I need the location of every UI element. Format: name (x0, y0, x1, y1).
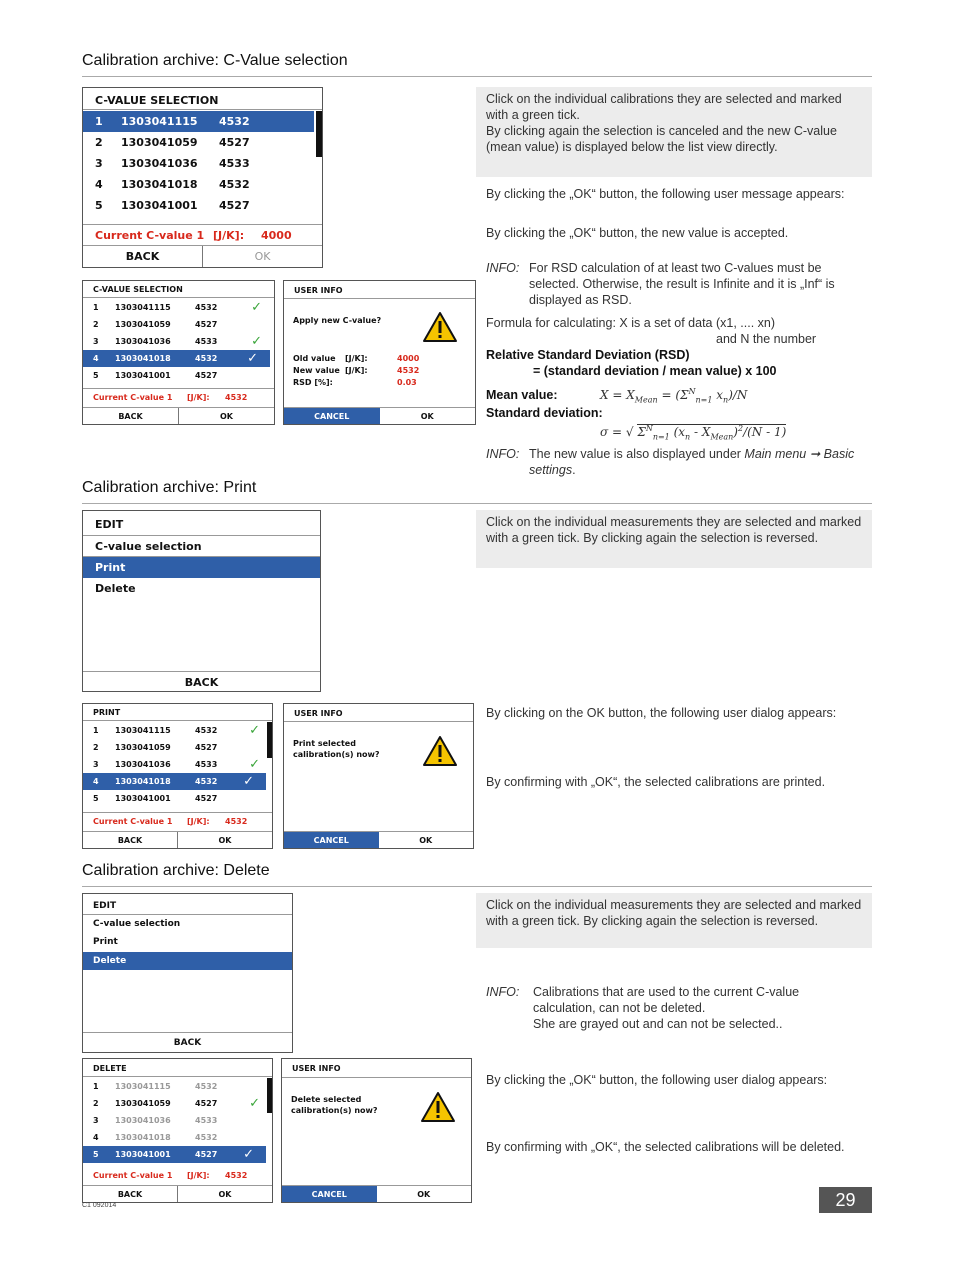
info-main-menu: INFO: The new value is also displayed under Main menu ➞ Basic settings. (486, 447, 855, 477)
list-item[interactable]: 4 1303041018 4532 (95, 178, 250, 191)
section-title-delete: Calibration archive: Delete (82, 862, 872, 887)
new-value-row: New value [J/K]: 4532 (293, 366, 420, 375)
warning-icon (422, 735, 458, 767)
info-rsd: INFO: For RSD calculation of at least two C-values must be selected. Otherwise, the result is Infinite and it is „Inf“ is displayed as RSD. (486, 261, 835, 307)
check-icon: ✓ (247, 351, 258, 366)
warning-icon (422, 311, 458, 343)
delete-list-screen (82, 1058, 273, 1203)
std-formula: σ = √ $\Sigma^N_{n=1}$ $(x_n - X_{Mean})^2/(N - 1)$ (600, 424, 787, 442)
check-icon: ✓ (243, 1147, 254, 1162)
dialog-title: USER INFO (282, 1059, 471, 1078)
cancel-button[interactable]: CANCEL (282, 1186, 377, 1202)
screen-footer (83, 407, 274, 424)
screen-footer (83, 1032, 292, 1052)
list-item: 1 1303041115 4532 (93, 1082, 218, 1091)
screen-title: PRINT (83, 704, 272, 721)
cvalue-selection-screen (82, 87, 323, 268)
ok-button[interactable]: OK (419, 836, 433, 845)
section-title-cvalue: Calibration archive: C-Value selection (82, 52, 872, 77)
current-cvalue: Current C-value 1 [J/K]: 4532 (93, 1171, 248, 1180)
cvalue-description-box: Click on the individual calibrations they are selected and marked with a green tick. By clicking again the selection is canceled and the new C-value (mean value) is displayed below the list view directly. (476, 87, 872, 177)
document-code: C1 092014 (82, 1202, 117, 1209)
cvalue-selected-screen (82, 280, 275, 425)
check-icon: ✓ (249, 1096, 260, 1111)
ok-button[interactable]: OK (218, 836, 232, 845)
warning-icon (420, 1091, 456, 1123)
check-icon: ✓ (249, 723, 260, 738)
list-item[interactable]: 5 1303041001 4527 (93, 371, 218, 380)
screen-footer (83, 245, 322, 267)
screen-footer (83, 831, 272, 848)
rsd-definition: = (standard deviation / mean value) x 100 (533, 364, 777, 378)
screen-title: C-VALUE SELECTION (83, 88, 322, 110)
info-delete: INFO: Calibrations that are used to the current C-value calculation, can not be deleted. She are grayed out and can not be selected.. (486, 985, 800, 1031)
print-list-screen (82, 703, 273, 849)
list-item: 4 1303041018 4532 (93, 1133, 218, 1142)
screen-footer (83, 671, 320, 691)
list-item[interactable]: 1 1303041115 4532 (83, 111, 314, 132)
scrollbar[interactable] (267, 722, 272, 758)
back-button[interactable]: BACK (83, 1186, 178, 1202)
cancel-button[interactable]: CANCEL (284, 408, 380, 424)
screen-title: EDIT (83, 511, 320, 536)
mean-value: Mean value: $X = X_{Mean} = (\Sigma^N_{n=1}$ $x_n)/N$ (486, 387, 748, 405)
delete-confirm-dialog (281, 1058, 472, 1203)
ok-button[interactable]: OK (254, 250, 271, 263)
ok-button[interactable]: OK (417, 1190, 431, 1199)
formula-intro: Formula for calculating: X is a set of data (x1, .... xn) (486, 316, 776, 330)
list-item[interactable]: 5 1303041001 4527 (93, 794, 218, 803)
print-dialog-text: By clicking on the OK button, the following user dialog appears: (486, 706, 837, 720)
edit-menu-screen (82, 510, 321, 692)
list-item[interactable]: 3 1303041036 4533 (95, 157, 250, 170)
apply-cvalue-dialog (283, 280, 476, 425)
back-button[interactable]: BACK (83, 832, 178, 848)
check-icon: ✓ (243, 774, 254, 789)
scrollbar[interactable] (316, 111, 322, 157)
dialog-question: Print selected calibration(s) now? (293, 739, 380, 759)
back-button[interactable]: BACK (83, 408, 179, 424)
screen-title: DELETE (83, 1059, 272, 1077)
mean-formula: $X = X_{Mean} = (\Sigma^N_{n=1}$ $x_n)/N$ (600, 387, 748, 405)
delete-dialog-text: By clicking the „OK“ button, the following user dialog appears: (486, 1073, 828, 1087)
delete-description-box: Click on the individual measurements they are selected and marked with a green tick. By clicking again the selection is reversed. (476, 893, 872, 948)
ok-message-text: By clicking the „OK“ button, the following user message appears: (486, 187, 845, 201)
current-cvalue: Current C-value 1 [J/K]: 4532 (83, 388, 274, 405)
ok-button[interactable]: OK (420, 412, 434, 421)
menu-item-cvalue-selection[interactable]: C-value selection (83, 536, 320, 557)
screen-footer (83, 1185, 272, 1202)
dialog-title: USER INFO (284, 281, 475, 299)
list-item[interactable]: 3 1303041036 4533 ✓ (93, 757, 260, 772)
ok-button[interactable]: OK (218, 1190, 232, 1199)
scrollbar[interactable] (267, 1078, 272, 1113)
current-cvalue: Current C-value 1 [J/K]: 4000 (83, 224, 322, 246)
menu-item-delete[interactable]: Delete (83, 952, 292, 970)
list-item[interactable]: 5 1303041001 4527 (95, 199, 250, 212)
print-confirm-text: By confirming with „OK“, the selected calibrations are printed. (486, 775, 826, 789)
rsd-row: RSD [%]: 0.03 (293, 378, 417, 387)
menu-item-delete[interactable]: Delete (95, 582, 136, 595)
print-description-box: Click on the individual measurements they are selected and marked with a green tick. By clicking again the selection is reversed. (476, 510, 872, 568)
list-item[interactable]: 2 1303041059 4527 (93, 743, 218, 752)
list-item[interactable]: 2 1303041059 4527 ✓ (93, 1096, 260, 1111)
list-item[interactable]: 2 1303041059 4527 (93, 320, 218, 329)
list-item[interactable]: 3 1303041036 4533 ✓ (93, 334, 262, 349)
back-button[interactable]: BACK (184, 676, 219, 689)
page-number: 29 (819, 1187, 872, 1213)
list-item[interactable]: 1 1303041115 4532 ✓ (93, 723, 260, 738)
check-icon: ✓ (249, 757, 260, 772)
cancel-button[interactable]: CANCEL (284, 832, 379, 848)
list-item[interactable]: 2 1303041059 4527 (95, 136, 250, 149)
formula-intro-2: and N the number (716, 332, 817, 346)
screen-title: EDIT (83, 894, 292, 915)
dialog-footer (284, 407, 475, 424)
current-cvalue: Current C-value 1 [J/K]: 4532 (83, 812, 272, 829)
delete-confirm-text: By confirming with „OK“, the selected calibrations will be deleted. (486, 1140, 845, 1154)
accepted-text: By clicking the „OK“ button, the new value is accepted. (486, 226, 789, 240)
section-title-print: Calibration archive: Print (82, 479, 872, 504)
dialog-title: USER INFO (284, 704, 473, 722)
edit-menu-screen-delete (82, 893, 293, 1053)
std-label: Standard deviation: (486, 406, 603, 420)
list-item[interactable]: 1 1303041115 4532 ✓ (93, 300, 262, 315)
list-item[interactable]: 5 1303041001 4527 ✓ (83, 1146, 266, 1163)
list-item: 3 1303041036 4533 (93, 1116, 218, 1125)
menu-item-print[interactable]: Print (83, 557, 320, 578)
dialog-footer (282, 1185, 471, 1202)
rsd-title: Relative Standard Deviation (RSD) (486, 348, 690, 362)
dialog-footer (284, 831, 473, 848)
dialog-question: Delete selected calibration(s) now? (291, 1095, 378, 1115)
screen-title: C-VALUE SELECTION (83, 281, 274, 298)
old-value-row: Old value [J/K]: 4000 (293, 354, 420, 363)
list-item[interactable]: 4 1303041018 4532 ✓ (83, 350, 270, 367)
back-button[interactable]: BACK (173, 1038, 202, 1048)
list-item[interactable]: 4 1303041018 4532 ✓ (83, 773, 266, 790)
print-confirm-dialog (283, 703, 474, 849)
menu-item-cvalue-selection[interactable]: C-value selection (93, 919, 181, 929)
dialog-question: Apply new C-value? (293, 316, 382, 325)
menu-item-print[interactable]: Print (93, 937, 118, 947)
check-icon: ✓ (251, 334, 262, 349)
back-button[interactable]: BACK (83, 246, 203, 267)
check-icon: ✓ (251, 300, 262, 315)
ok-button[interactable]: OK (220, 412, 233, 421)
